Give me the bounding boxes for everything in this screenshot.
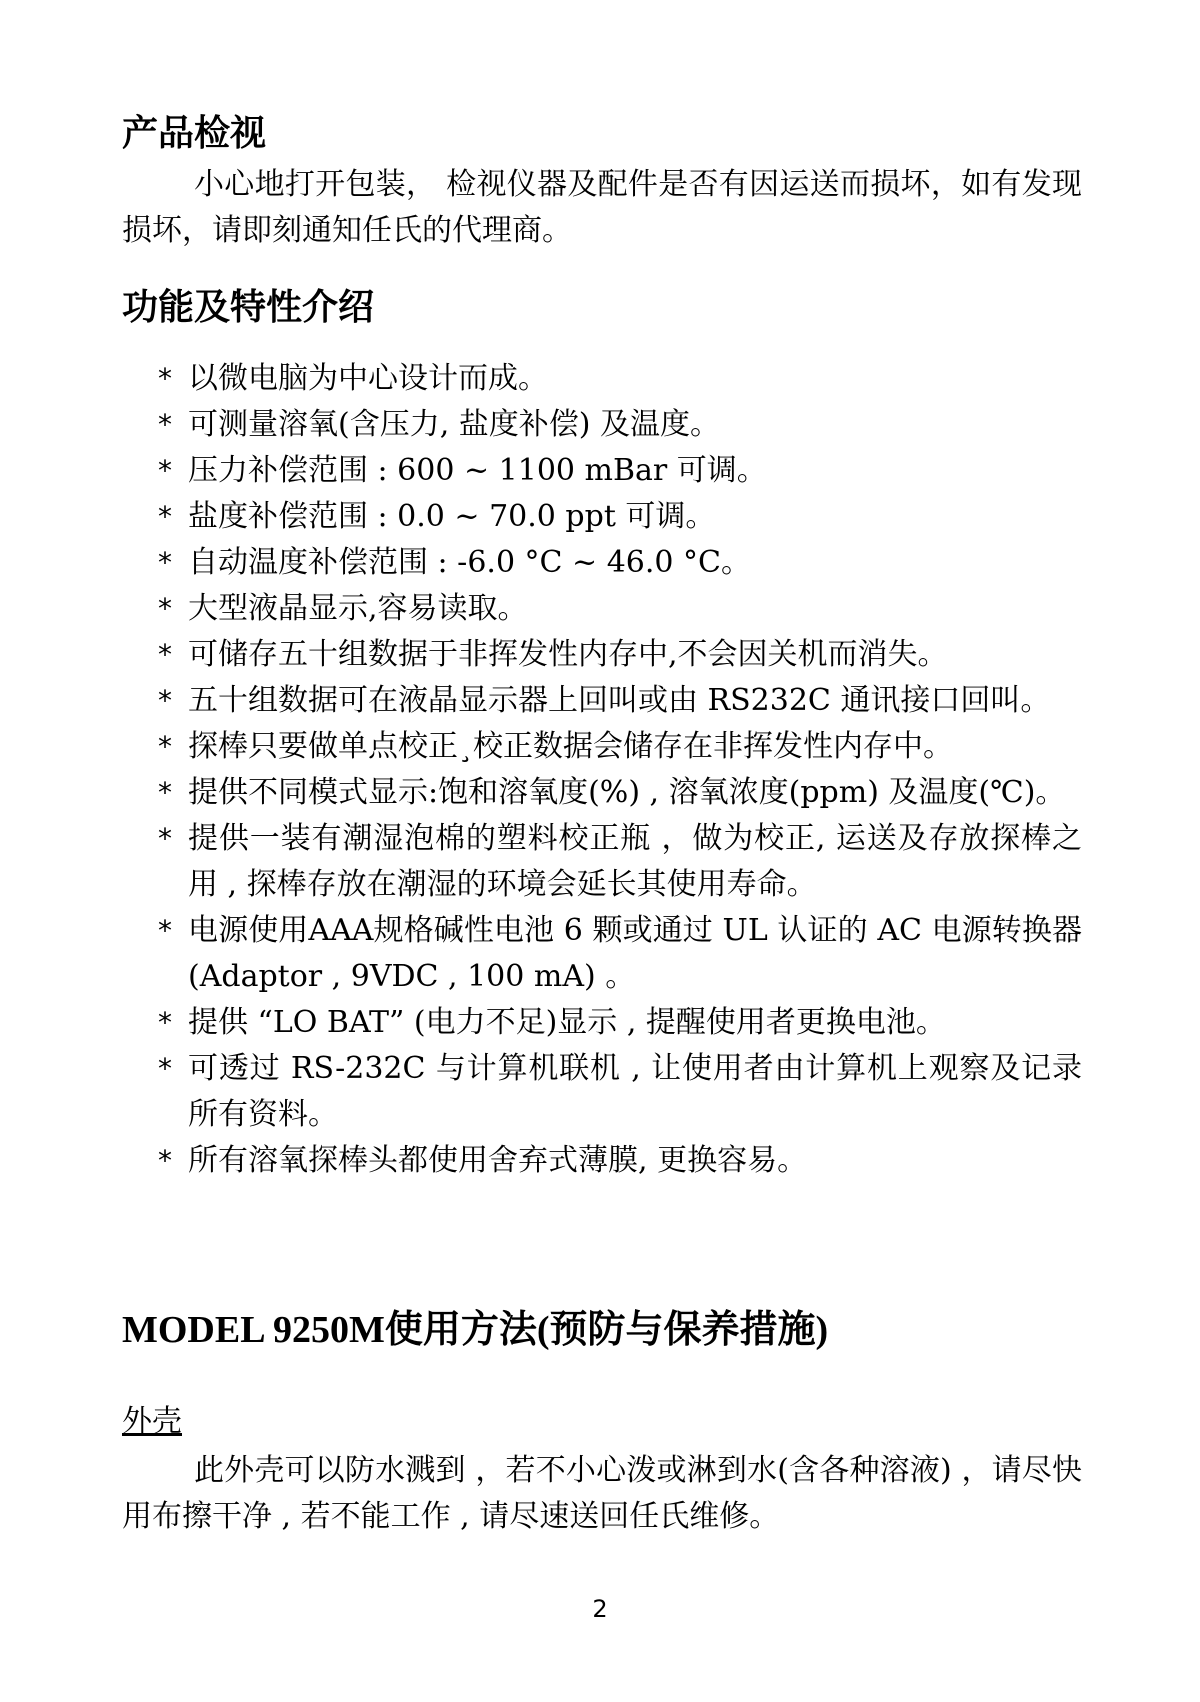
list-item	[122, 1000, 1082, 1046]
list-item-text: 盐度补偿范围 : 0.0 ~ 70.0 ppt 可调。	[188, 499, 716, 534]
list-item-text: 提供 “LO BAT” (电力不足)显示 , 提醒使用者更换电池。	[188, 1005, 946, 1040]
bullet-star: *	[158, 638, 172, 671]
bullet-star: *	[158, 822, 172, 855]
list-item-text: 提供一装有潮湿泡棉的塑料校正瓶 ，做为校正, 运送及存放探棒之用 , 探棒存放在潮湿的环境会延长其使用寿命。	[188, 821, 1082, 902]
list-item-text: 压力补偿范围 : 600 ~ 1100 mBar 可调。	[188, 453, 767, 488]
section-title-features: 功能及特性介绍	[122, 287, 375, 328]
bullet-star: *	[158, 454, 172, 487]
list-item-text: 可透过 RS-232C 与计算机联机 , 让使用者由计算机上观察及记录所有资料。	[188, 1051, 1082, 1132]
bullet-star: *	[158, 408, 172, 441]
list-item-text: 可储存五十组数据于非挥发性内存中,不会因关机而消失。	[188, 637, 948, 672]
list-item	[122, 540, 1082, 586]
bullet-star: *	[158, 362, 172, 395]
list-item	[122, 1138, 1082, 1184]
list-item-text: 大型液晶显示,容易读取。	[188, 591, 528, 626]
list-item	[122, 678, 1082, 724]
list-item-text: 探棒只要做单点校正¸校正数据会储存在非挥发性内存中。	[188, 729, 953, 764]
list-item	[122, 1046, 1082, 1138]
bullet-star: *	[158, 500, 172, 533]
feature-list	[122, 356, 1082, 1184]
list-item	[122, 770, 1082, 816]
bullet-star: *	[158, 684, 172, 717]
list-item	[122, 632, 1082, 678]
bullet-star: *	[158, 546, 172, 579]
bullet-star: *	[158, 914, 172, 947]
list-item	[122, 402, 1082, 448]
list-item	[122, 908, 1082, 1000]
section-title-usage: MODEL 9250M使用方法(预防与保养措施)	[122, 1309, 829, 1351]
section-title-inspection: 产品检视	[122, 113, 267, 154]
list-item	[122, 448, 1082, 494]
list-item-text: 所有溶氧探棒头都使用舍弃式薄膜, 更换容易。	[188, 1143, 808, 1178]
bullet-star: *	[158, 730, 172, 763]
list-item-text: 电源使用AAA规格碱性电池 6 颗或通过 UL 认证的 AC 电源转换器(Adaptor , 9VDC , 100 mA) 。	[188, 913, 1082, 994]
bullet-star: *	[158, 776, 172, 809]
list-item	[122, 586, 1082, 632]
list-item	[122, 816, 1082, 908]
list-item-text: 提供不同模式显示:饱和溶氧度(%) , 溶氧浓度(ppm) 及温度(℃)。	[188, 775, 1066, 810]
bullet-star: *	[158, 1052, 172, 1085]
list-item	[122, 356, 1082, 402]
list-item-text: 自动温度补偿范围 : -6.0 °C ~ 46.0 °C。	[188, 545, 752, 580]
inspection-paragraph: 小心地打开包装， 检视仪器及配件是否有因运送而损坏，如有发现损坏，请即刻通知任氏的代理商。	[122, 167, 1082, 248]
bullet-star: *	[158, 1144, 172, 1177]
list-item	[122, 494, 1082, 540]
list-item-text: 可测量溶氧(含压力, 盐度补偿) 及温度。	[188, 407, 721, 442]
housing-paragraph: 此外壳可以防水溅到 ，若不小心泼或淋到水(含各种溶液) ，请尽快用布擦干净 , 若不能工作 , 请尽速送回任氏维修。	[122, 1453, 1082, 1534]
page-number: 2	[592, 1595, 608, 1623]
list-item-text: 以微电脑为中心设计而成。	[188, 361, 548, 396]
subsection-title-housing: 外壳	[122, 1404, 182, 1439]
bullet-star: *	[158, 1006, 172, 1039]
list-item	[122, 724, 1082, 770]
bullet-star: *	[158, 592, 172, 625]
list-item-text: 五十组数据可在液晶显示器上回叫或由 RS232C 通讯接口回叫。	[188, 683, 1051, 718]
